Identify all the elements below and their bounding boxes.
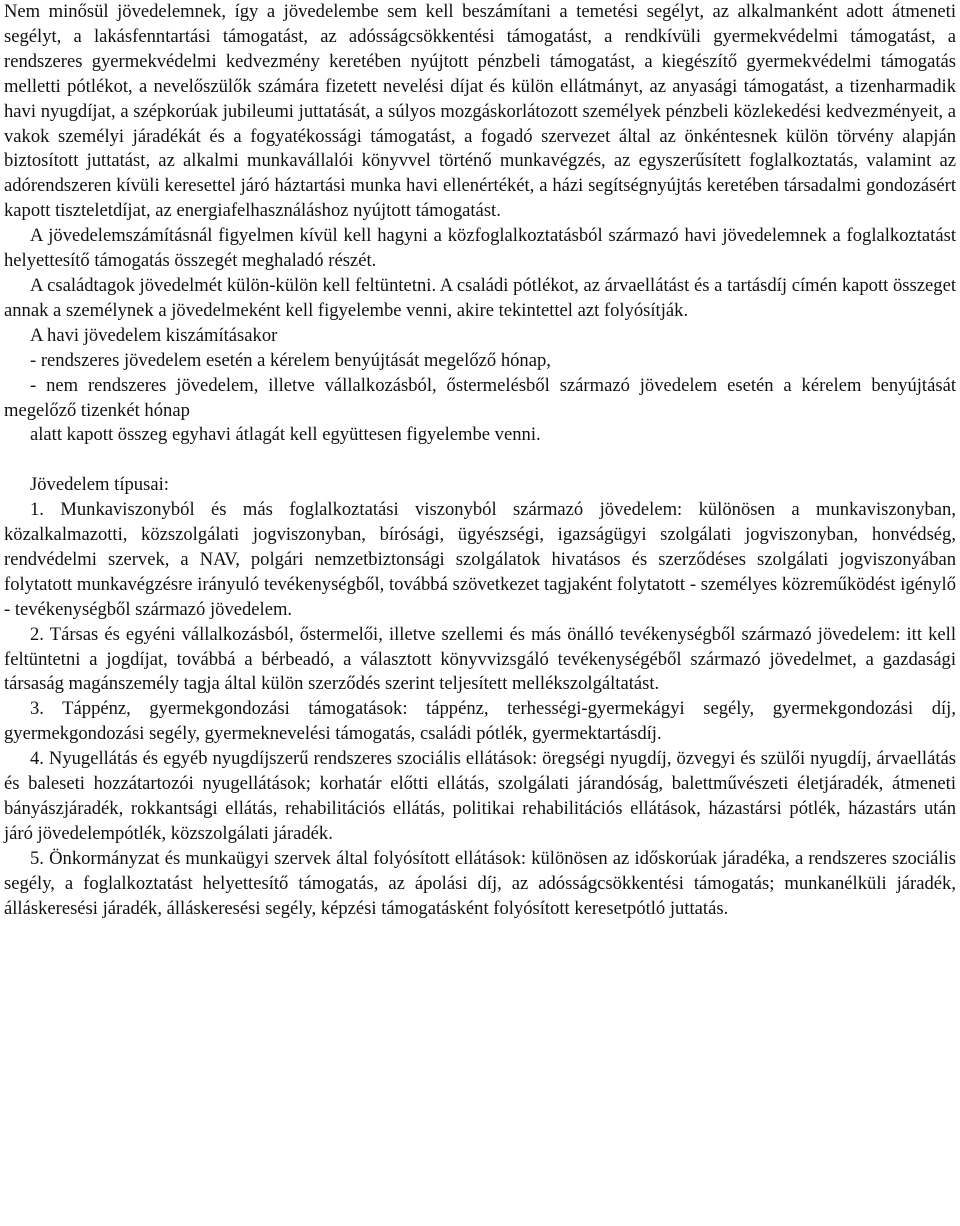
paragraph-non-income: Nem minősül jövedelemnek, így a jövedelembe sem kell beszámítani a temetési segélyt, az alkalmanként adott átmeneti segélyt, a lakásfenntartási támogatást, az adósságcsökkentési támogatást, a rendkívüli gyermekvédelmi támogatást, a rendszeres gyermekvédelmi kedvezmény keretében nyújtott pénzbeli támogatást, a kiegészítő gyermekvédelmi támogatás melletti pótlékot, a nevelőszülők számára fizetett nevelési díjat és külön ellátmányt, az anyasági támogatást, a tizenharmadik havi nyugdíjat, a szépkorúak jubileumi juttatását, a súlyos mozgáskorlátozott személyek pénzbeli közlekedési kedvezményeit, a vakok személyi járadékát és a fogyatékossági támogatást, a fogadó szervezet által az önkéntesnek külön törvény alapján biztosított juttatást, az alkalmi munkavállalói könyvvel történő munkavégzés, az egyszerűsített foglalkoztatás, valamint az adórendszeren kívüli keresettel járó háztartási munka havi ellenértékét, a házi segítségnyújtás keretében társadalmi gondozásért kapott tiszteletdíjat, az energiafelhasználáshoz nyújtott támogatást. [4,1,956,222]
income-type-item: 3. Táppénz, gyermekgondozási támogatások: táppénz, terhességi-gyermekágyi segély, gyermekgondozási díj, gyermekgondozási segély, gyermeknevelési támogatás, családi pótlék, gyermektartásdíj. [4,698,956,745]
section-heading-income-types: Jövedelem típusai: [30,474,169,496]
paragraph-monthly-income-intro: A havi jövedelem kiszámításakor [30,324,278,346]
blank-line [4,448,956,473]
paragraph-irregular-income: - nem rendszeres jövedelem, illetve vállalkozásból, őstermelésből származó jövedelem esetén a kérelem benyújtását megelőző tizenkét hónap [4,374,956,421]
paragraph-family-members: A családtagok jövedelmét külön-külön kell feltüntetni. A családi pótlékot, az árvaellátást és a tartásdíj címén kapott összeget annak a személynek a jövedelmeként kell figyelembe venni, akire tekintettel azt folyósítják. [4,274,956,321]
income-type-item: 1. Munkaviszonyból és más foglalkoztatási viszonyból származó jövedelem: különösen a munkaviszonyban, közalkalmazotti, közszolgálati jogviszonyban, bírósági, ügyészségi, igazságügyi szolgálati jogviszonyban, honvédség, rendvédelmi szervek, a NAV, polgári nemzetbiztonsági szolgálatok hivatásos és szerződéses szolgálati jogviszonyában folytatott munkavégzésre irányuló tevékenységből, továbbá szövetkezet tagjaként folytatott - személyes közreműködést igénylő - tevékenységből származó jövedelem. [4,499,956,620]
paragraph-average-rule: alatt kapott összeg egyhavi átlagát kell együttesen figyelembe venni. [30,424,541,446]
income-type-item: 4. Nyugellátás és egyéb nyugdíjszerű rendszeres szociális ellátások: öregségi nyugdíj, özvegyi és szülői nyugdíj, árvaellátás és baleseti hozzátartozói nyugellátások; korhatár előtti ellátás, szolgálati járandóság, balettművészeti életjáradék, átmeneti bányászjáradék, rokkantsági ellátás, rehabilitációs ellátás, politikai rehabilitációs ellátások, házastársi pótlék, házastárs után járó jövedelempótlék, közszolgálati járadék. [4,748,956,844]
income-type-item: 5. Önkormányzat és munkaügyi szervek által folyósított ellátások: különösen az időskorúak járadéka, a rendszeres szociális segély, a foglalkoztatást helyettesítő támogatás, az ápolási díj, az adósságcsökkentési támogatás; munkanélküli járadék, álláskeresési járadék, álláskeresési segély, képzési támogatásként folyósított keresetpótló juttatás. [4,847,956,919]
paragraph-public-work: A jövedelemszámításnál figyelmen kívül kell hagyni a közfoglalkoztatásból származó havi jövedelemnek a foglalkoztatást helyettesítő támogatás összegét meghaladó részét. [4,225,956,272]
paragraph-regular-income: - rendszeres jövedelem esetén a kérelem benyújtását megelőző hónap, [30,349,551,371]
income-type-item: 2. Társas és egyéni vállalkozásból, őstermelői, illetve szellemi és más önálló tevékenységből származó jövedelem: itt kell feltüntetni a jogdíjat, továbbá a bérbeadó, a választott könyvvizsgáló tevékenységéből származó jövedelmet, a gazdasági társaság magánszemély tagja által külön szerződés szerint teljesített mellékszolgáltatást. [4,623,956,695]
